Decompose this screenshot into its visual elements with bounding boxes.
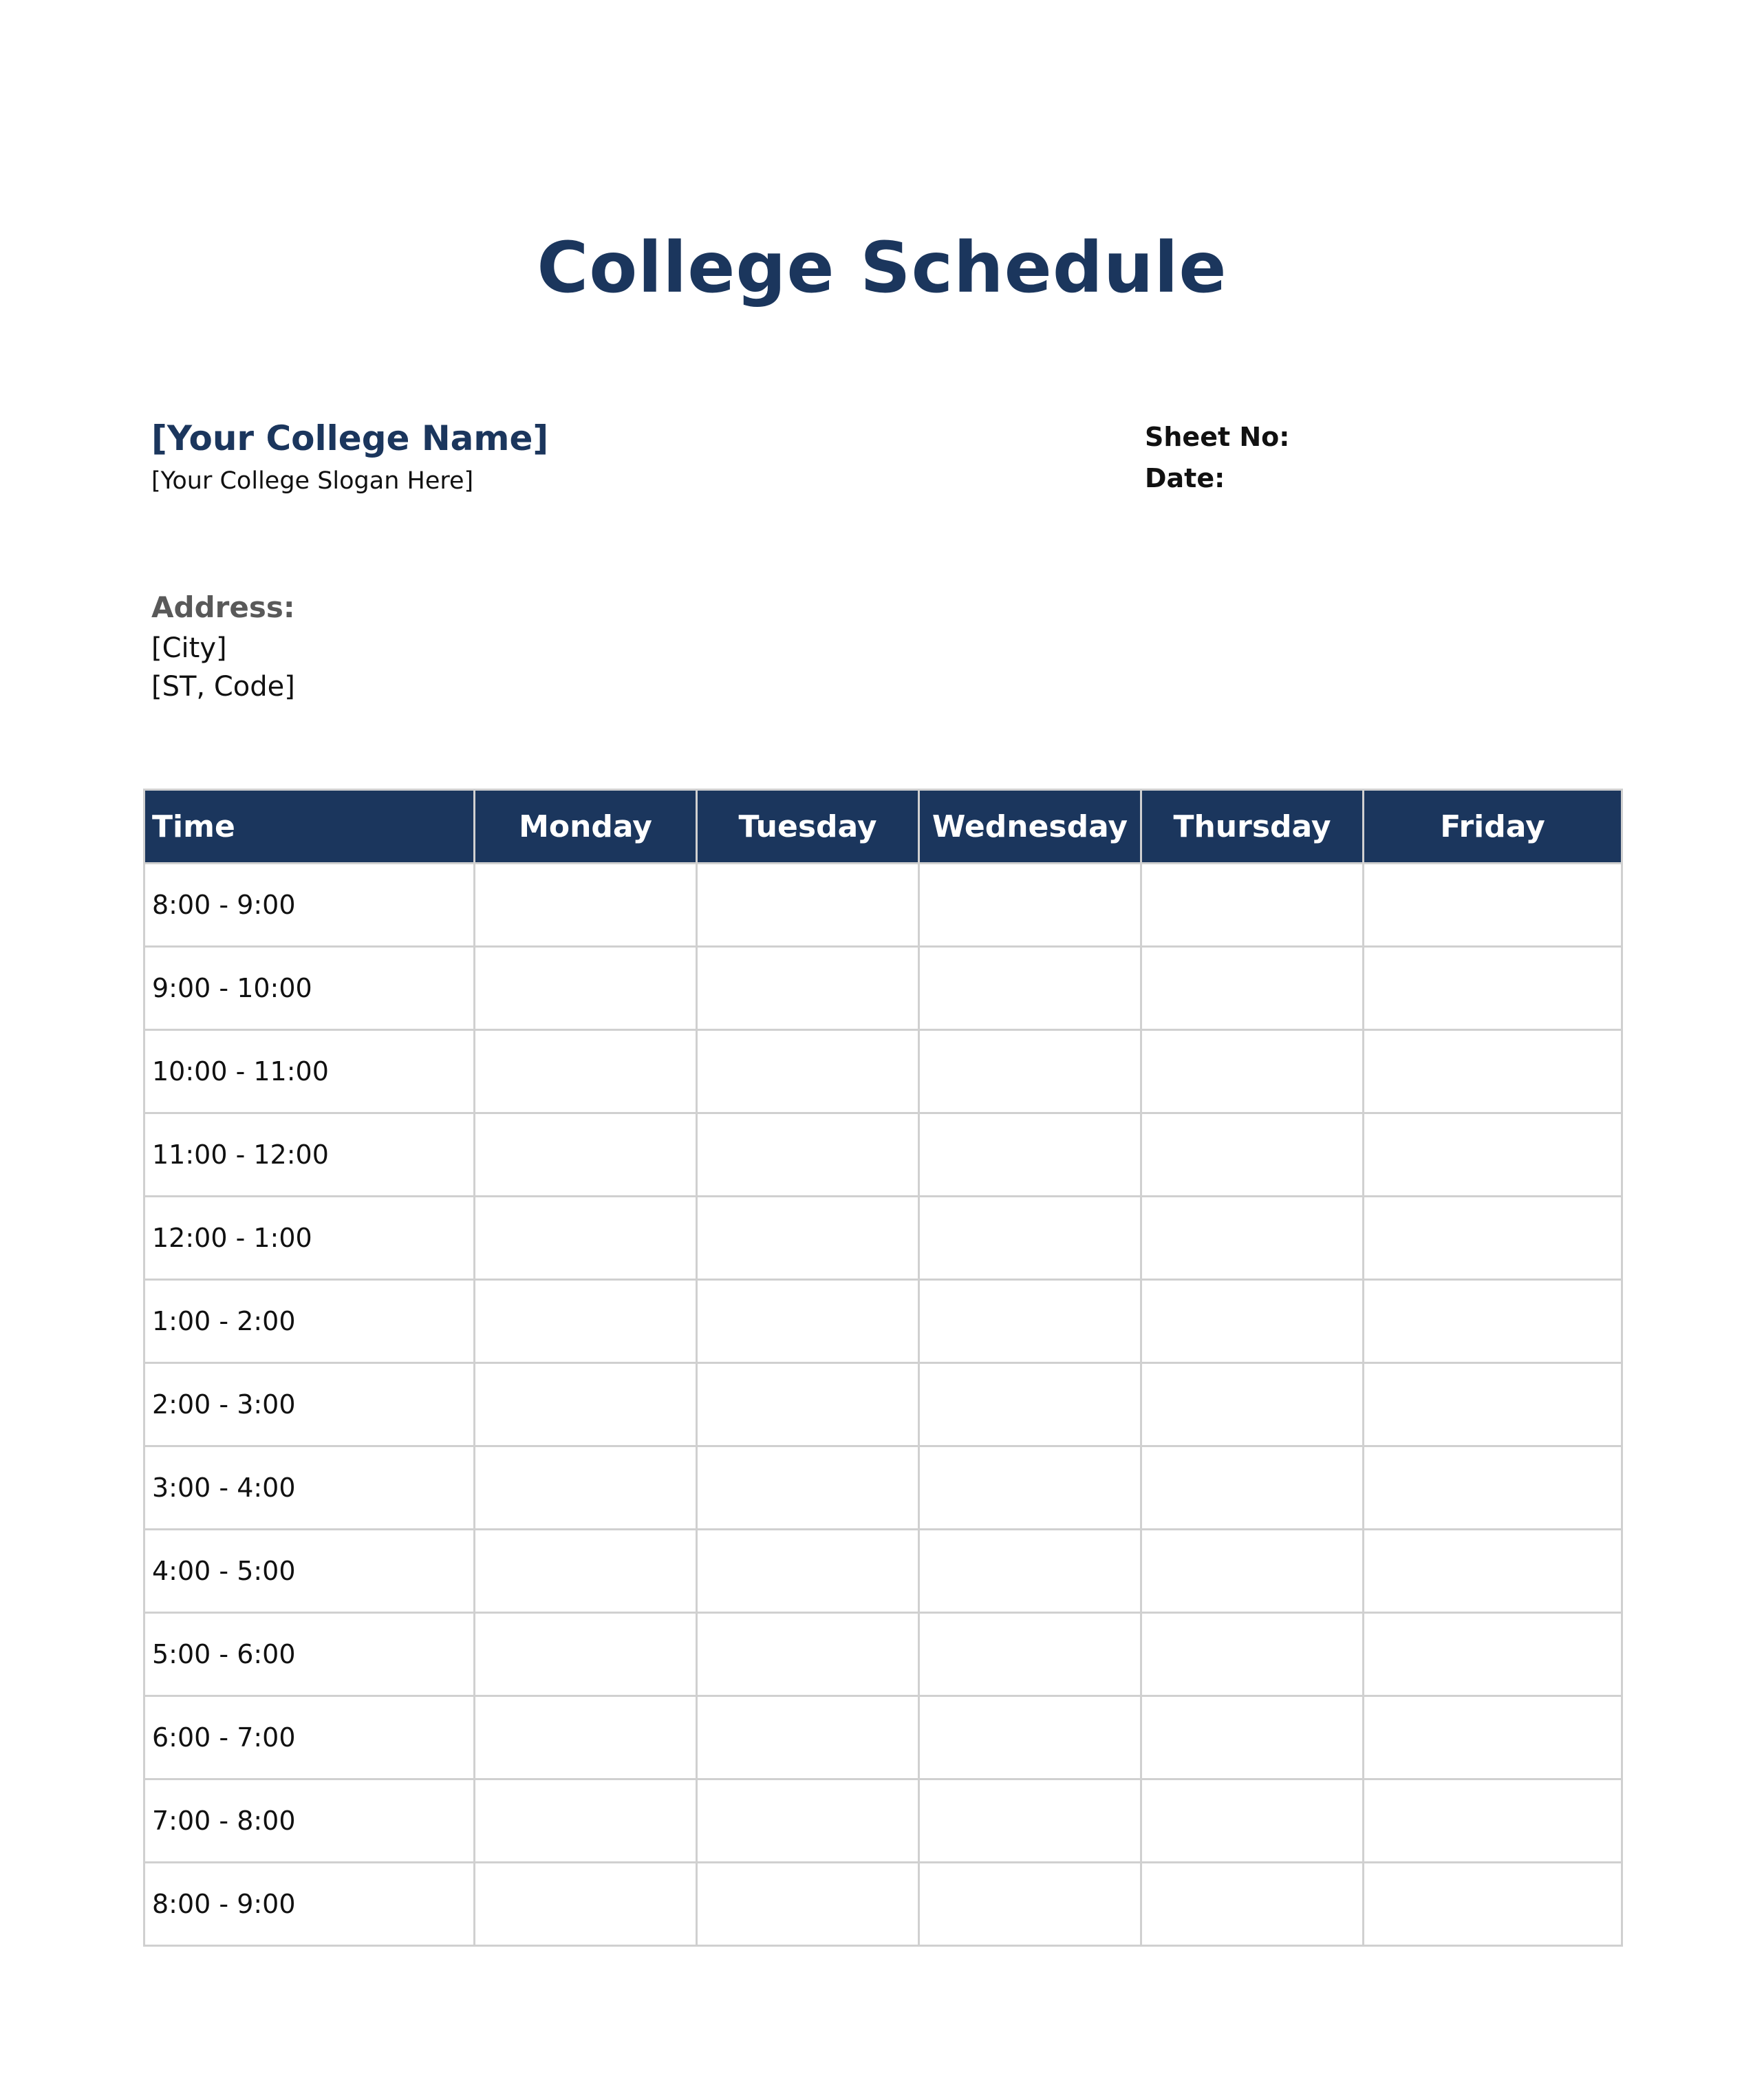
header-time: Time — [144, 790, 475, 864]
schedule-cell[interactable] — [1364, 947, 1622, 1030]
address-city: [City] — [151, 632, 227, 664]
schedule-cell[interactable] — [1364, 864, 1622, 947]
date-label: Date: — [1145, 463, 1225, 493]
schedule-cell[interactable] — [1141, 864, 1364, 947]
time-slot: 11:00 - 12:00 — [144, 1113, 475, 1197]
schedule-cell[interactable] — [697, 1696, 919, 1779]
schedule-cell[interactable] — [475, 1696, 697, 1779]
schedule-cell[interactable] — [1364, 1280, 1622, 1363]
schedule-cell[interactable] — [1141, 1863, 1364, 1946]
table-row — [144, 1696, 1622, 1779]
time-slot: 1:00 - 2:00 — [144, 1280, 475, 1363]
schedule-cell[interactable] — [919, 1113, 1141, 1197]
schedule-cell[interactable] — [475, 1030, 697, 1113]
schedule-cell[interactable] — [919, 864, 1141, 947]
table-row — [144, 1280, 1622, 1363]
schedule-cell[interactable] — [1141, 1613, 1364, 1696]
schedule-cell[interactable] — [919, 1280, 1141, 1363]
schedule-cell[interactable] — [697, 1446, 919, 1530]
college-slogan: [Your College Slogan Here] — [151, 467, 474, 495]
schedule-cell[interactable] — [1364, 1363, 1622, 1446]
table-row — [144, 1113, 1622, 1197]
table-row — [144, 1446, 1622, 1530]
page-title: College Schedule — [537, 227, 1227, 309]
time-slot: 4:00 - 5:00 — [144, 1530, 475, 1613]
schedule-cell[interactable] — [1364, 1030, 1622, 1113]
table-row — [144, 1030, 1622, 1113]
schedule-cell[interactable] — [1141, 1446, 1364, 1530]
schedule-cell[interactable] — [475, 1197, 697, 1280]
address-label: Address: — [151, 590, 295, 624]
time-slot: 5:00 - 6:00 — [144, 1613, 475, 1696]
schedule-cell[interactable] — [1364, 1197, 1622, 1280]
schedule-cell[interactable] — [475, 1446, 697, 1530]
table-row — [144, 864, 1622, 947]
time-slot: 8:00 - 9:00 — [144, 1863, 475, 1946]
schedule-cell[interactable] — [1364, 1863, 1622, 1946]
header-monday: Monday — [475, 790, 697, 864]
schedule-cell[interactable] — [475, 864, 697, 947]
schedule-cell[interactable] — [697, 1779, 919, 1863]
table-row — [144, 1197, 1622, 1280]
table-row — [144, 1363, 1622, 1446]
table-row — [144, 1613, 1622, 1696]
sheet-no-label: Sheet No: — [1145, 422, 1290, 452]
schedule-cell[interactable] — [919, 1613, 1141, 1696]
schedule-cell[interactable] — [475, 1863, 697, 1946]
schedule-cell[interactable] — [1364, 1113, 1622, 1197]
table-row — [144, 947, 1622, 1030]
college-name: [Your College Name] — [151, 418, 549, 458]
schedule-cell[interactable] — [697, 1280, 919, 1363]
schedule-table — [143, 789, 1623, 1947]
schedule-cell[interactable] — [1141, 1696, 1364, 1779]
schedule-cell[interactable] — [919, 1197, 1141, 1280]
schedule-cell[interactable] — [697, 1113, 919, 1197]
schedule-cell[interactable] — [475, 1113, 697, 1197]
schedule-cell[interactable] — [1141, 1280, 1364, 1363]
schedule-cell[interactable] — [697, 1613, 919, 1696]
time-slot: 10:00 - 11:00 — [144, 1030, 475, 1113]
schedule-cell[interactable] — [1364, 1696, 1622, 1779]
schedule-cell[interactable] — [1141, 1113, 1364, 1197]
schedule-cell[interactable] — [919, 1030, 1141, 1113]
schedule-cell[interactable] — [1364, 1613, 1622, 1696]
schedule-cell[interactable] — [697, 1863, 919, 1946]
schedule-cell[interactable] — [919, 947, 1141, 1030]
schedule-cell[interactable] — [697, 947, 919, 1030]
schedule-cell[interactable] — [475, 1613, 697, 1696]
header-thursday: Thursday — [1141, 790, 1364, 864]
schedule-cell[interactable] — [919, 1446, 1141, 1530]
schedule-cell[interactable] — [697, 1197, 919, 1280]
table-row — [144, 1779, 1622, 1863]
time-slot: 3:00 - 4:00 — [144, 1446, 475, 1530]
schedule-cell[interactable] — [697, 864, 919, 947]
schedule-cell[interactable] — [919, 1696, 1141, 1779]
schedule-cell[interactable] — [1364, 1779, 1622, 1863]
table-row — [144, 1863, 1622, 1946]
schedule-cell[interactable] — [1141, 1030, 1364, 1113]
time-slot: 6:00 - 7:00 — [144, 1696, 475, 1779]
time-slot: 2:00 - 3:00 — [144, 1363, 475, 1446]
header-friday: Friday — [1364, 790, 1622, 864]
schedule-header-row — [144, 790, 1622, 864]
schedule-cell[interactable] — [475, 1530, 697, 1613]
schedule-cell[interactable] — [919, 1363, 1141, 1446]
schedule-cell[interactable] — [1141, 1779, 1364, 1863]
schedule-cell[interactable] — [475, 947, 697, 1030]
schedule-cell[interactable] — [1141, 1363, 1364, 1446]
header-tuesday: Tuesday — [697, 790, 919, 864]
time-slot: 8:00 - 9:00 — [144, 864, 475, 947]
schedule-cell[interactable] — [919, 1530, 1141, 1613]
schedule-cell[interactable] — [919, 1863, 1141, 1946]
schedule-cell[interactable] — [475, 1779, 697, 1863]
schedule-cell[interactable] — [1141, 1197, 1364, 1280]
address-st-code: [ST, Code] — [151, 671, 295, 703]
header-wednesday: Wednesday — [919, 790, 1141, 864]
schedule-cell[interactable] — [697, 1030, 919, 1113]
schedule-cell[interactable] — [1364, 1446, 1622, 1530]
schedule-cell[interactable] — [697, 1363, 919, 1446]
schedule-cell[interactable] — [697, 1530, 919, 1613]
schedule-cell[interactable] — [475, 1363, 697, 1446]
time-slot: 9:00 - 10:00 — [144, 947, 475, 1030]
schedule-cell[interactable] — [1141, 1530, 1364, 1613]
schedule-cell[interactable] — [919, 1779, 1141, 1863]
table-row — [144, 1530, 1622, 1613]
time-slot: 7:00 - 8:00 — [144, 1779, 475, 1863]
time-slot: 12:00 - 1:00 — [144, 1197, 475, 1280]
schedule-cell[interactable] — [475, 1280, 697, 1363]
schedule-cell[interactable] — [1141, 947, 1364, 1030]
schedule-cell[interactable] — [1364, 1530, 1622, 1613]
